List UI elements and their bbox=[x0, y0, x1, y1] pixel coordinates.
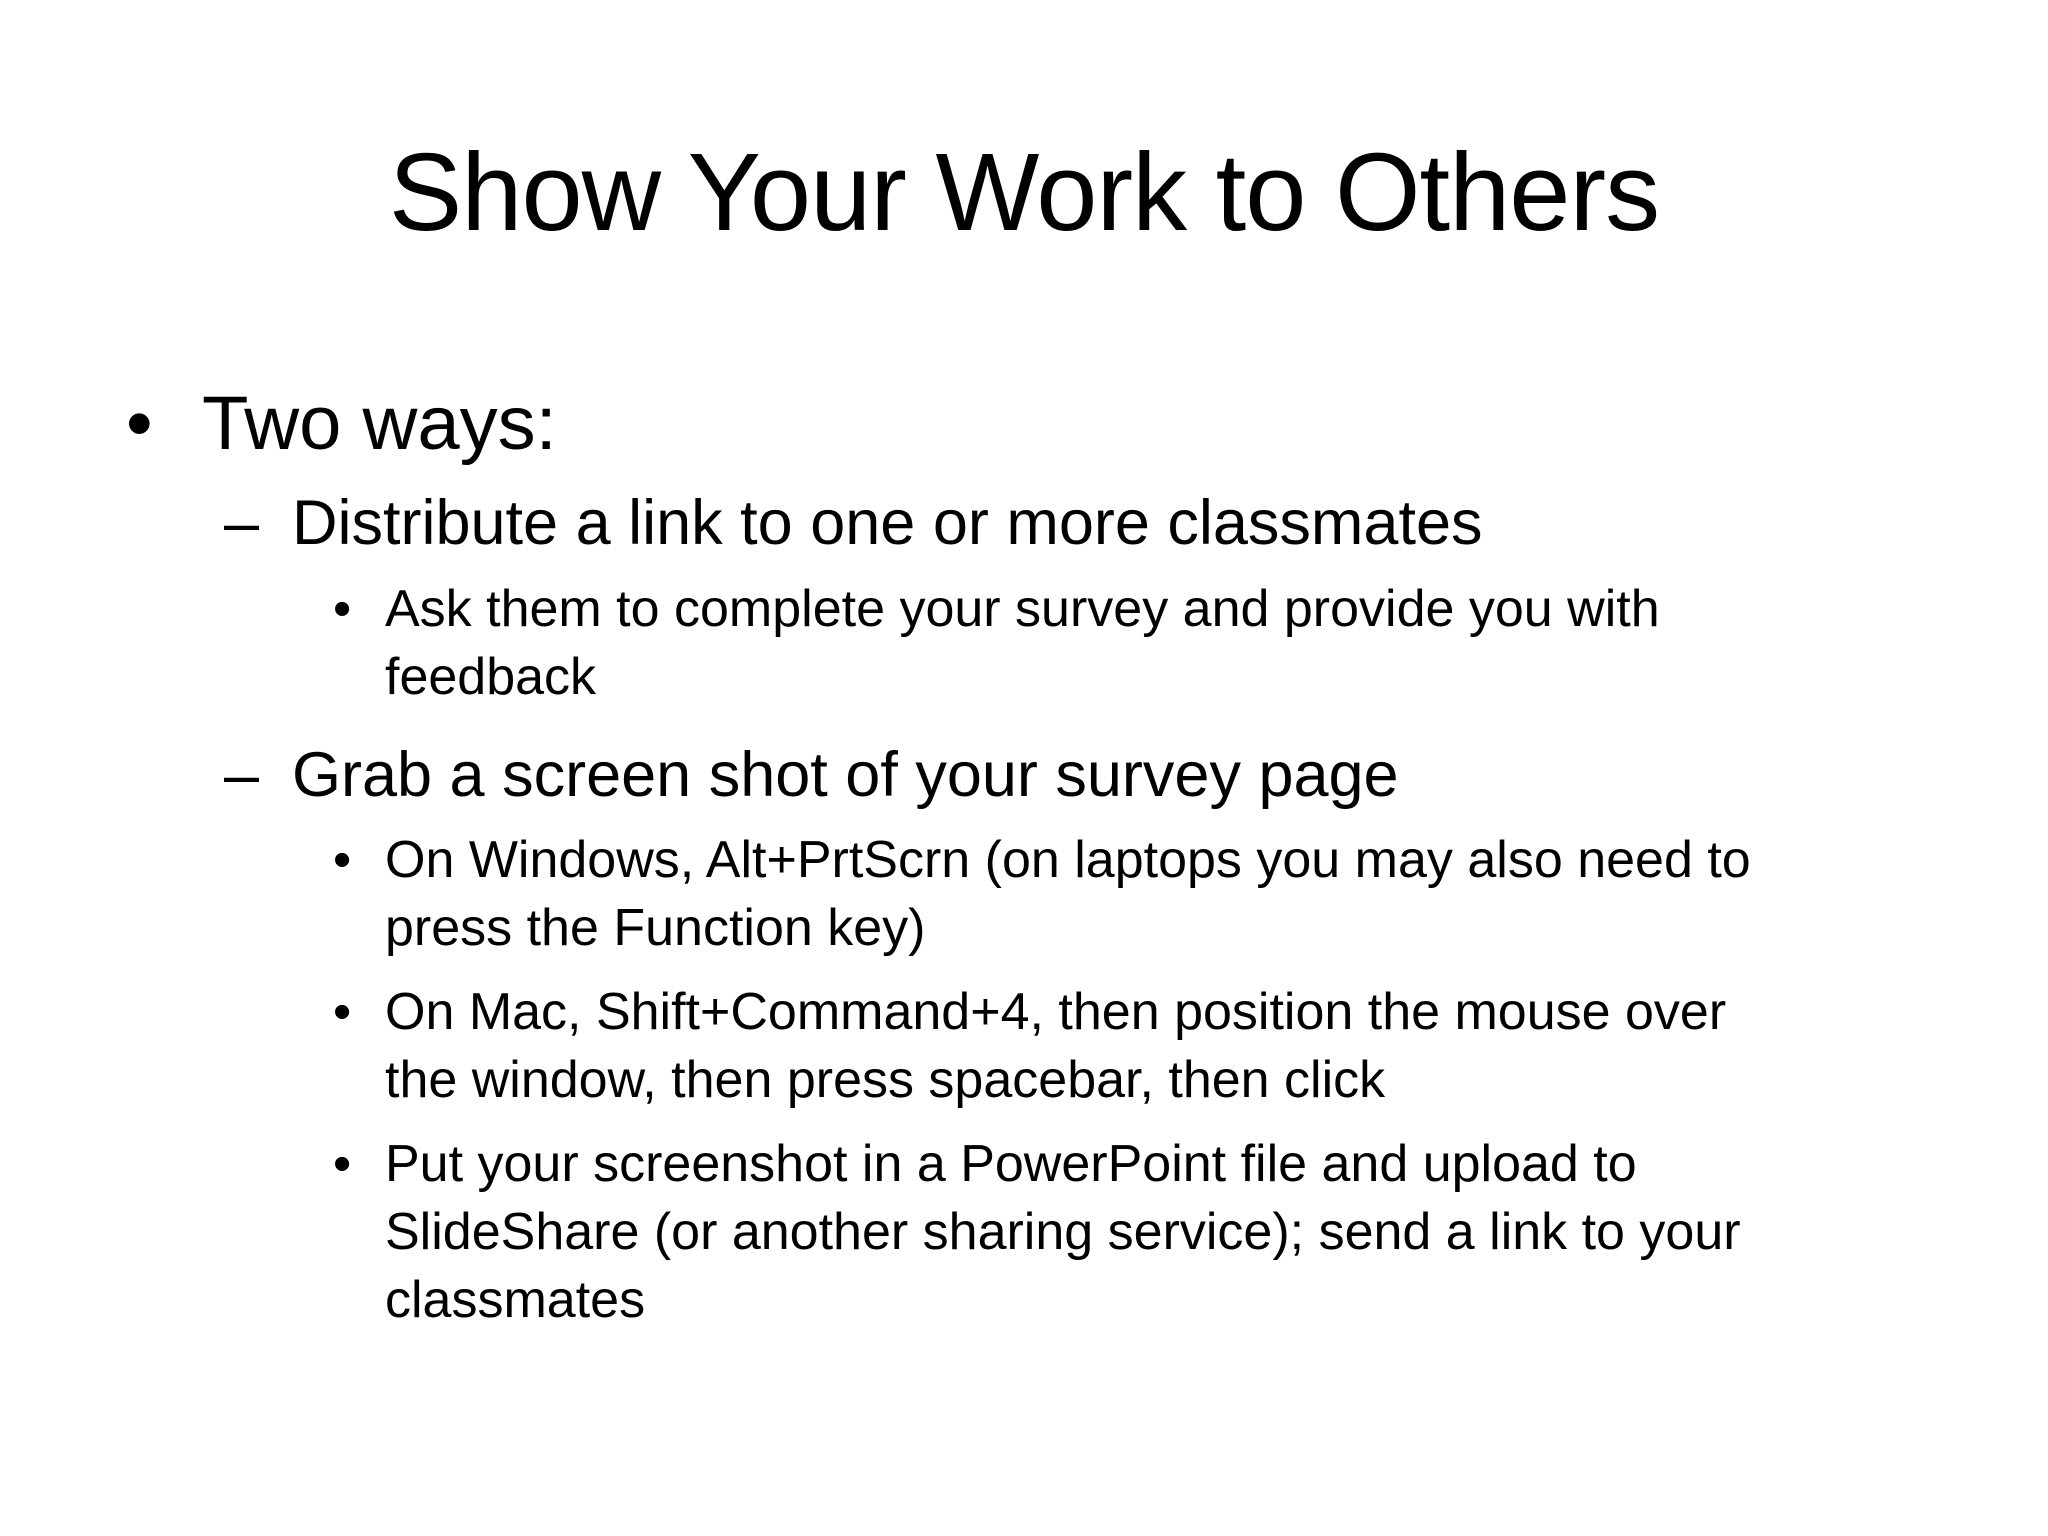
bullet-text-line: Put your screenshot in a PowerPoint file and upload to bbox=[385, 1135, 1637, 1193]
bullet-level3 bbox=[333, 1130, 1741, 1334]
bullet-text-line: Ask them to complete your survey and provide you with bbox=[385, 580, 1660, 638]
bullet-text-line: classmates bbox=[385, 1271, 646, 1329]
bullet-marker: • bbox=[126, 381, 153, 466]
slide-title: Show Your Work to Others bbox=[388, 131, 1660, 254]
bullet-text: Grab a screen shot of your survey page bbox=[292, 740, 1399, 810]
dash-marker: – bbox=[224, 740, 260, 810]
bullet-text-line: feedback bbox=[385, 648, 597, 706]
bullet-text: Two ways: bbox=[202, 381, 557, 466]
bullet-level1 bbox=[126, 378, 557, 470]
bullet-level2 bbox=[224, 737, 1399, 813]
bullet-level3 bbox=[333, 826, 1751, 962]
bullet-marker: • bbox=[333, 983, 352, 1041]
bullet-text-line: press the Function key) bbox=[385, 899, 926, 957]
bullet-text-line: On Windows, Alt+PrtScrn (on laptops you may also need to bbox=[385, 831, 1751, 889]
dash-marker: – bbox=[224, 488, 260, 558]
bullet-text-line: SlideShare (or another sharing service); send a link to your bbox=[385, 1203, 1741, 1261]
bullet-level2 bbox=[224, 485, 1483, 561]
bullet-marker: • bbox=[333, 580, 352, 638]
bullet-marker: • bbox=[333, 831, 352, 889]
bullet-level3 bbox=[333, 978, 1727, 1114]
bullet-text: Distribute a link to one or more classmates bbox=[292, 488, 1483, 558]
bullet-text-line: On Mac, Shift+Command+4, then position the mouse over bbox=[385, 983, 1727, 1041]
bullet-marker: • bbox=[333, 1135, 352, 1193]
bullet-text-line: the window, then press spacebar, then click bbox=[385, 1051, 1386, 1109]
bullet-level3 bbox=[333, 575, 1660, 711]
